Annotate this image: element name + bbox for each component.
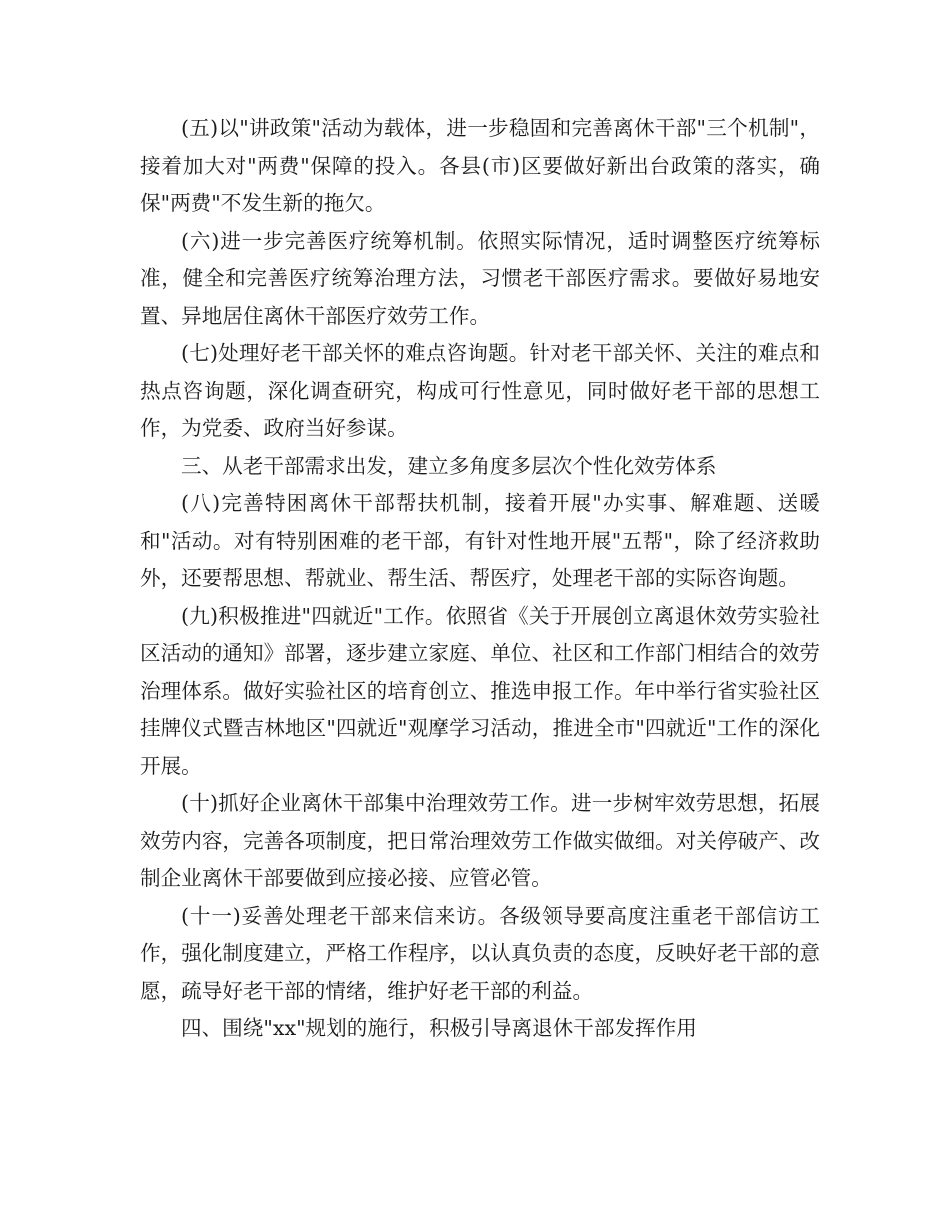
section-heading-3: 三、从老干部需求出发，建立多角度多层次个性化效劳体系 xyxy=(181,453,717,478)
paragraph-6: (六)进一步完善医疗统筹机制。依照实际情况，适时调整医疗统筹标准，健全和完善医疗统筹治理方法，习惯老干部医疗需求。要做好易地安置、异地居住离休干部医疗效劳工作。 xyxy=(140,228,820,328)
paragraph-5: (五)以"讲政策"活动为载体，进一步稳固和完善离休干部"三个机制"，接着加大对"两费"保障的投入。各县(市)区要做好新出台政策的落实，确保"两费"不发生新的拖欠。 xyxy=(140,116,820,215)
paragraph-7: (七)处理好老干部关怀的难点咨询题。针对老干部关怀、关注的难点和热点咨询题，深化调查研究，构成可行性意见，同时做好老干部的思想工作，为党委、政府当好参谋。 xyxy=(140,341,820,440)
paragraph-11: (十一)妥善处理老干部来信来访。各级领导要高度注重老干部信访工作，强化制度建立，严格工作程序，以认真负责的态度，反映好老干部的意愿，疏导好老干部的情绪，维护好老干部的利益。 xyxy=(140,903,820,1003)
section-heading-4: 四、围绕"xx"规划的施行，积极引导离退休干部发挥作用 xyxy=(181,1016,697,1040)
document-body xyxy=(140,110,820,1048)
paragraph-8: (八)完善特困离休干部帮扶机制，接着开展"办实事、解难题、送暖和"活动。对有特别困难的老干部，有针对性地开展"五帮"，除了经济救助外，还要帮思想、帮就业、帮生活、帮医疗，处理老干部的实际咨询题。 xyxy=(140,491,820,590)
paragraph-9: (九)积极推进"四就近"工作。依照省《关于开展创立离退休效劳实验社区活动的通知》部署，逐步建立家庭、单位、社区和工作部门相结合的效劳治理体系。做好实验社区的培育创立、推选申报工作。年中举行省实验社区挂牌仪式暨吉林地区"四就近"观摩学习活动，推进全市"四就近"工作的深化开展。 xyxy=(140,603,820,778)
paragraph-10: (十)抓好企业离休干部集中治理效劳工作。进一步树牢效劳思想，拓展效劳内容，完善各项制度，把日常治理效劳工作做实做细。对关停破产、改制企业离休干部要做到应接必接、应管必管。 xyxy=(140,791,820,890)
